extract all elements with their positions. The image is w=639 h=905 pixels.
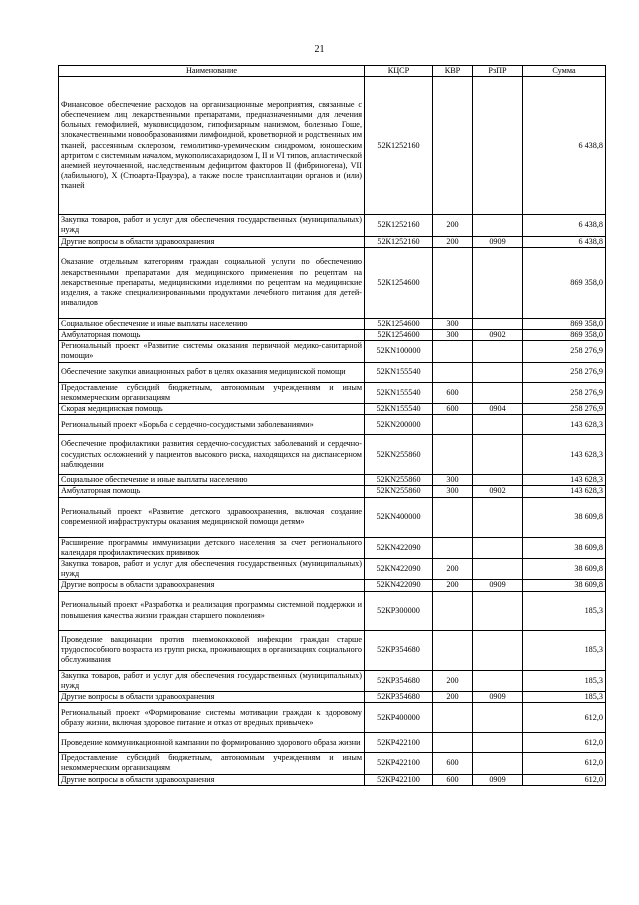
row-kvr: 600: [433, 753, 473, 774]
row-code: 52К1252160: [365, 236, 433, 247]
row-rzpr: [473, 591, 523, 630]
header-code: КЦСР: [365, 66, 433, 77]
budget-table: [58, 65, 606, 786]
table-row: [59, 497, 606, 537]
table-row: [59, 591, 606, 630]
row-kvr: 300: [433, 330, 473, 341]
row-name: Закупка товаров, работ и услуг для обеспечения государственных (муниципальных) нужд: [59, 670, 365, 691]
row-rzpr: 0909: [473, 692, 523, 703]
row-name: Обеспечение профилактики развития сердечно-сосудистых заболеваний и сердечно-сосудистых осложнений у пациентов высокого риска, находящихся на диспансерном наблюдении: [59, 435, 365, 475]
row-code: 52К1254600: [365, 318, 433, 329]
row-sum: 6 438,8: [523, 77, 606, 215]
header-kvr: КВР: [433, 66, 473, 77]
row-rzpr: [473, 77, 523, 215]
table-row: [59, 341, 606, 362]
row-kvr: [433, 435, 473, 475]
table-body: [59, 77, 606, 786]
table-row: [59, 537, 606, 558]
table-row: [59, 247, 606, 318]
row-code: 52КР354680: [365, 630, 433, 670]
row-sum: 143 628,3: [523, 435, 606, 475]
row-sum: 6 438,8: [523, 215, 606, 236]
table-row: [59, 486, 606, 497]
row-rzpr: [473, 497, 523, 537]
row-name: Другие вопросы в области здравоохранения: [59, 692, 365, 703]
row-kvr: 600: [433, 404, 473, 415]
row-kvr: 300: [433, 318, 473, 329]
row-code: 52КР400000: [365, 703, 433, 733]
row-name: Другие вопросы в области здравоохранения: [59, 774, 365, 785]
row-rzpr: 0909: [473, 236, 523, 247]
row-sum: 258 276,9: [523, 382, 606, 403]
row-code: 52КN155540: [365, 382, 433, 403]
table-row: [59, 77, 606, 215]
row-code: 52КN255860: [365, 486, 433, 497]
row-rzpr: 0902: [473, 486, 523, 497]
row-sum: 258 276,9: [523, 341, 606, 362]
row-rzpr: [473, 382, 523, 403]
row-code: 52КР422100: [365, 753, 433, 774]
row-name: Закупка товаров, работ и услуг для обеспечения государственных (муниципальных) нужд: [59, 215, 365, 236]
row-name: Другие вопросы в области здравоохранения: [59, 236, 365, 247]
row-rzpr: [473, 670, 523, 691]
row-name: Региональный проект «Борьба с сердечно-сосудистыми заболеваниями»: [59, 415, 365, 435]
table-row: [59, 215, 606, 236]
row-rzpr: [473, 247, 523, 318]
row-code: 52КР354680: [365, 670, 433, 691]
row-code: 52К1254600: [365, 247, 433, 318]
row-rzpr: [473, 703, 523, 733]
row-kvr: [433, 497, 473, 537]
row-kvr: 300: [433, 486, 473, 497]
row-rzpr: [473, 537, 523, 558]
table-header-row: [59, 66, 606, 77]
row-kvr: [433, 591, 473, 630]
header-sum: Сумма: [523, 66, 606, 77]
row-kvr: [433, 341, 473, 362]
table-row: [59, 733, 606, 753]
row-name: Расширение программы иммунизации детского населения за счет регионального календаря профилактических прививок: [59, 537, 365, 558]
page-number: 21: [314, 44, 325, 55]
row-rzpr: [473, 475, 523, 486]
row-sum: 185,3: [523, 670, 606, 691]
row-name: Проведение вакцинации против пневмококковой инфекции граждан старше трудоспособного возраста из групп риска, проживающих в организациях социального обслуживания: [59, 630, 365, 670]
row-kvr: [433, 415, 473, 435]
row-kvr: 600: [433, 774, 473, 785]
row-code: 52КN155540: [365, 362, 433, 382]
row-rzpr: 0904: [473, 404, 523, 415]
table-row: [59, 559, 606, 580]
table-row: [59, 670, 606, 691]
row-rzpr: [473, 733, 523, 753]
row-rzpr: [473, 318, 523, 329]
row-code: 52КN155540: [365, 404, 433, 415]
row-sum: 38 609,8: [523, 559, 606, 580]
row-code: 52К1252160: [365, 215, 433, 236]
row-kvr: 200: [433, 692, 473, 703]
table-row: [59, 330, 606, 341]
row-name: Региональный проект «Развитие детского здравоохранения, включая создание современной инфраструктуры оказания медицинской помощи детям»: [59, 497, 365, 537]
row-sum: 38 609,8: [523, 497, 606, 537]
row-sum: 185,3: [523, 692, 606, 703]
row-name: Оказание отдельным категориям граждан социальной услуги по обеспечению лекарственными препаратами для медицинского применения по рецептам на лекарственные препараты, медицинскими изделиями по рецептам на медицинские изделия, а также специализированными продуктами лечебного питания для детей-инвалидов: [59, 247, 365, 318]
row-name: Закупка товаров, работ и услуг для обеспечения государственных (муниципальных) нужд: [59, 559, 365, 580]
row-rzpr: [473, 630, 523, 670]
row-code: 52КN255860: [365, 475, 433, 486]
table-row: [59, 475, 606, 486]
table-row: [59, 692, 606, 703]
row-code: 52КN422090: [365, 559, 433, 580]
row-name: Обеспечение закупки авиационных работ в целях оказания медицинской помощи: [59, 362, 365, 382]
row-sum: 38 609,8: [523, 537, 606, 558]
row-name: Региональный проект «Формирование системы мотивации граждан к здоровому образу жизни, включая здоровое питание и отказ от вредных привычек»: [59, 703, 365, 733]
table-row: [59, 236, 606, 247]
row-name: Социальное обеспечение и иные выплаты населению: [59, 475, 365, 486]
row-code: 52К1252160: [365, 77, 433, 215]
row-kvr: [433, 247, 473, 318]
row-kvr: [433, 77, 473, 215]
row-code: 52КN400000: [365, 497, 433, 537]
row-sum: 869 358,0: [523, 330, 606, 341]
row-kvr: 200: [433, 559, 473, 580]
row-kvr: [433, 733, 473, 753]
row-sum: 143 628,3: [523, 475, 606, 486]
row-sum: 143 628,3: [523, 486, 606, 497]
row-rzpr: 0909: [473, 580, 523, 591]
row-code: 52КN422090: [365, 580, 433, 591]
row-sum: 38 609,8: [523, 580, 606, 591]
row-kvr: [433, 537, 473, 558]
row-kvr: 300: [433, 475, 473, 486]
table-row: [59, 404, 606, 415]
row-code: 52КN100000: [365, 341, 433, 362]
row-kvr: [433, 362, 473, 382]
row-sum: 258 276,9: [523, 362, 606, 382]
table-row: [59, 415, 606, 435]
row-code: 52КР354680: [365, 692, 433, 703]
row-kvr: [433, 703, 473, 733]
row-name: Другие вопросы в области здравоохранения: [59, 580, 365, 591]
row-name: Амбулаторная помощь: [59, 486, 365, 497]
row-sum: 612,0: [523, 733, 606, 753]
table-row: [59, 580, 606, 591]
row-rzpr: [473, 362, 523, 382]
row-kvr: 200: [433, 236, 473, 247]
row-code: 52КР422100: [365, 774, 433, 785]
row-name: Предоставление субсидий бюджетным, автономным учреждениям и иным некоммерческим организациям: [59, 382, 365, 403]
row-name: Проведение коммуникационной кампании по формированию здорового образа жизни: [59, 733, 365, 753]
row-kvr: 200: [433, 670, 473, 691]
row-name: Региональный проект «Разработка и реализация программы системной поддержки и повышения качества жизни граждан старшего поколения»: [59, 591, 365, 630]
row-kvr: 600: [433, 382, 473, 403]
table-row: [59, 774, 606, 785]
row-sum: 869 358,0: [523, 247, 606, 318]
row-sum: 869 358,0: [523, 318, 606, 329]
row-sum: 258 276,9: [523, 404, 606, 415]
table-row: [59, 435, 606, 475]
row-code: 52КР422100: [365, 733, 433, 753]
row-rzpr: [473, 753, 523, 774]
header-rzpr: РзПР: [473, 66, 523, 77]
table-row: [59, 362, 606, 382]
row-name: Региональный проект «Развитие системы оказания первичной медико-санитарной помощи»: [59, 341, 365, 362]
row-sum: 143 628,3: [523, 415, 606, 435]
row-sum: 6 438,8: [523, 236, 606, 247]
row-code: 52КN422090: [365, 537, 433, 558]
table-row: [59, 703, 606, 733]
row-rzpr: [473, 341, 523, 362]
row-kvr: [433, 630, 473, 670]
table-row: [59, 382, 606, 403]
header-name: Наименование: [59, 66, 365, 77]
row-rzpr: [473, 215, 523, 236]
row-kvr: 200: [433, 215, 473, 236]
table-row: [59, 630, 606, 670]
row-rzpr: [473, 559, 523, 580]
table-row: [59, 753, 606, 774]
row-sum: 612,0: [523, 774, 606, 785]
row-code: 52КР300000: [365, 591, 433, 630]
row-sum: 185,3: [523, 591, 606, 630]
row-kvr: 200: [433, 580, 473, 591]
row-sum: 612,0: [523, 753, 606, 774]
row-rzpr: [473, 415, 523, 435]
row-code: 52К1254600: [365, 330, 433, 341]
row-name: Финансовое обеспечение расходов на организационные мероприятия, связанные с обеспечением лиц лекарственными препаратами, предназначенными для лечения больных гемофилией, муковисцидозом, гипофизарным нанизмом, болезнью Гоше, злокачественными новообразованиями лимфоидной, кроветворной и родственных им тканей, рассеянным склерозом, гемолитико-уремическим синдромом, юношеским артритом с системным началом, мукополисахаридозом I, II и VI типов, апластической анемией неуточненной, наследственным дефицитом факторов II (фибриногена), VII (лабильного), X (Стюарта-Прауэра), а также после трансплантации органов и (или) тканей: [59, 77, 365, 215]
row-sum: 185,3: [523, 630, 606, 670]
row-name: Скорая медицинская помощь: [59, 404, 365, 415]
row-rzpr: [473, 435, 523, 475]
row-name: Социальное обеспечение и иные выплаты населению: [59, 318, 365, 329]
row-code: 52КN255860: [365, 435, 433, 475]
table-row: [59, 318, 606, 329]
row-code: 52КN200000: [365, 415, 433, 435]
row-rzpr: 0909: [473, 774, 523, 785]
row-rzpr: 0902: [473, 330, 523, 341]
row-sum: 612,0: [523, 703, 606, 733]
row-name: Предоставление субсидий бюджетным, автономным учреждениям и иным некоммерческим организациям: [59, 753, 365, 774]
row-name: Амбулаторная помощь: [59, 330, 365, 341]
